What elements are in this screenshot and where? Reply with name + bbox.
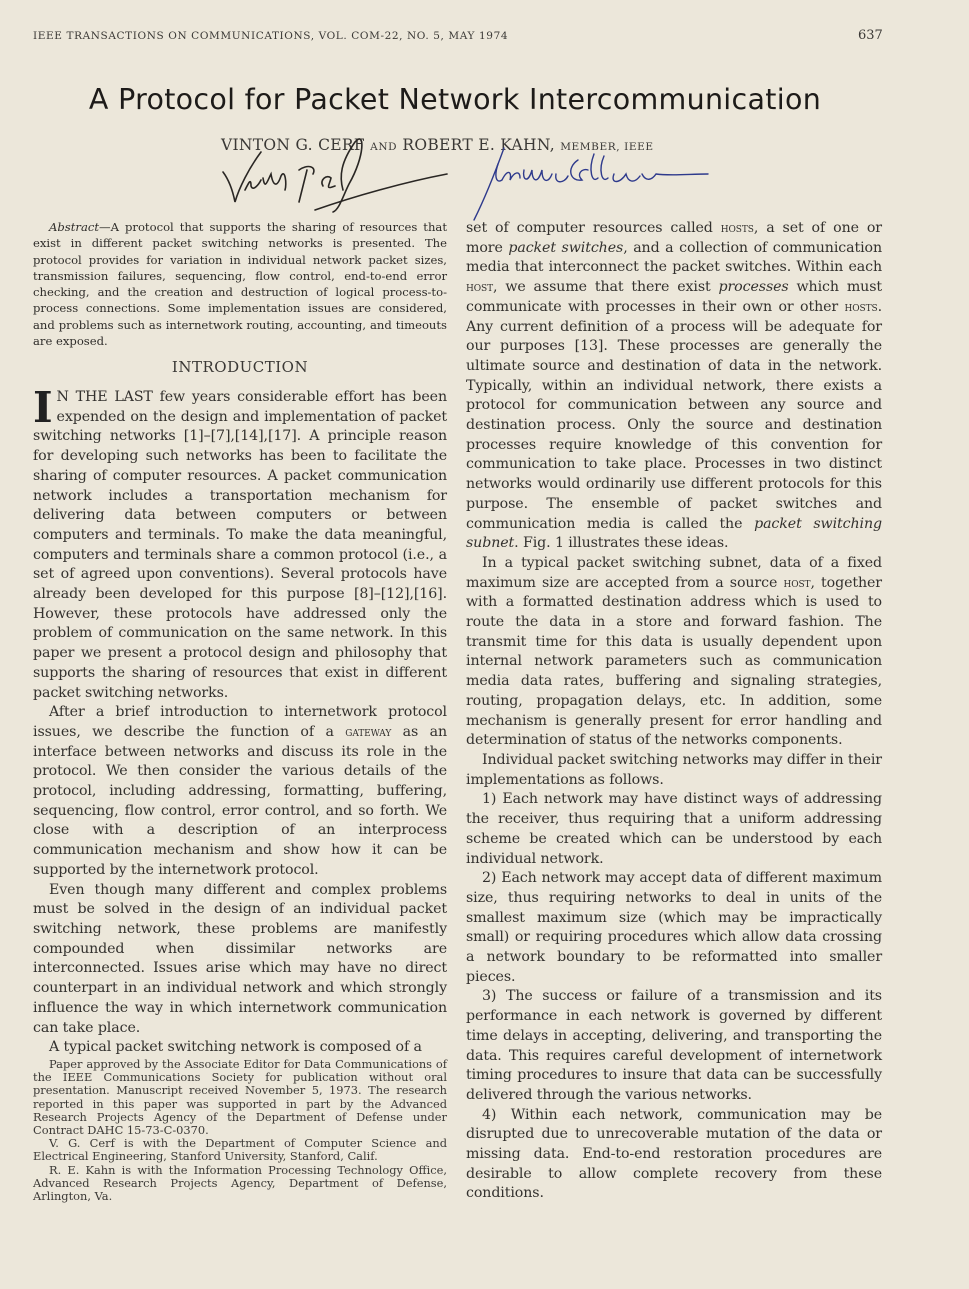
drop-cap: I (33, 383, 53, 432)
paragraph-text: as an interface between networks and discuss its role in the protocol. We then consider the various details of the protocol, including addressing, formatting, buffering, sequencing, flow control, error control, and so forth. We close with a description of an interprocess communication mechanism and show how it can be supported by the internetwork protocol. (33, 723, 447, 878)
right-column-body (466, 219, 882, 1204)
paragraph-text: After a brief introduction to internetwork protocol issues, we describe the function of a (33, 704, 447, 740)
paragraph: A typical packet switching network is composed of a (49, 1039, 422, 1056)
paragraph-text: few years considerable effort has been expended on the design and implementation of packet switching networks [1]–[7],[14],[17]. A principle reason for developing such networks has been to facilitate the sharing of computer resources. A packet communication network includes a transportation mechanism for delivering data between computers or between computers and terminals. To make the data meaningful, computers and terminals share a common protocol (i.e., a set of agreed upon conventions). Several protocols have already been developed for this purpose [8]–[12],[16]. However, these protocols have addressed only the problem of communication on the same network. In this paper we present a protocol design and philosophy that supports the sharing of resources that exist in different packet switching networks. (33, 389, 447, 701)
paragraph (33, 383, 447, 703)
term-host: host (783, 575, 811, 591)
paragraph-text: , a set of one or more (466, 220, 882, 256)
footnote-approval: Paper approved by the Associate Editor for Data Communications of the IEEE Communications Society for publication without oral presentation. Manuscript received November 5, 1973. The research reported in this paper was supported in part by the Advanced Research Projects Agency of the Department of Defense under Contract DAHC 15-73-C-0370. (33, 1057, 447, 1138)
paragraph: Individual packet switching networks may differ in their implementations as follows. (466, 751, 882, 788)
paragraph-text: , and a collection of communication media that interconnect the packet switches. Within each (466, 239, 882, 276)
paragraph-text: . Fig. 1 illustrates these ideas. (514, 535, 729, 552)
section-heading-introduction: INTRODUCTION (171, 358, 309, 376)
paragraph-text: . Any current definition of a process will be adequate for our purposes [13]. These processes are generally the ultimate source and destination of data in the network. Typically, within an individual network, there exists a protocol for communication between any source and destination process. Only the source and destination processes require knowledge of this convention for communication to take place. Processes in two distinct networks would ordinarily use different protocols for this purpose. The ensemble of packet switches and communication media is called the (466, 298, 882, 532)
abstract-label: Abstract— (49, 220, 111, 234)
page-number: 637 (858, 28, 883, 43)
term-hosts: hosts (720, 221, 754, 236)
introduction-body (33, 383, 447, 1058)
term-packet-switching-subnet: packet switching subnet (466, 515, 882, 552)
author-kahn: ROBERT E. KAHN, (402, 136, 555, 154)
list-item: 1) Each network may have distinct ways of addressing the receiver, thus requiring that a uniform addressing scheme be created which can be understood by each individual network. (466, 791, 882, 867)
author-affiliation: MEMBER, IEEE (560, 141, 654, 153)
term-packet-switches: packet switches (508, 239, 624, 256)
term-host: host (466, 280, 493, 296)
footnote-kahn: R. E. Kahn is with the Information Processing Technology Office, Advanced Research Projects Agency, Department of Defense, Arlington, Va. (33, 1162, 447, 1204)
list-item: 4) Within each network, communication may be disrupted due to unrecoverable mutation of the data or missing data. End-to-end restoration procedures are desirable to allow complete recovery from these conditions. (466, 1106, 882, 1202)
term-hosts: hosts (844, 299, 878, 315)
signature-kahn (470, 140, 720, 225)
paragraph-text: set of computer resources called (466, 220, 721, 236)
paragraph (466, 219, 882, 554)
paragraph (466, 554, 882, 751)
paragraph: Even though many different and complex problems must be solved in the design of an individual packet switching network, these problems are manifestly compounded when dissimilar networks are interconnected. Issues arise which may have no direct counterpart in an individual network and which strongly influence the way in which internetwork communication can take place. (33, 881, 447, 1036)
paragraph-text: , together with a formatted destination address which is used to route the data in a store and forward fashion. The transmit time for this data is usually dependent upon internal network parameters such as communication media data rates, buffering and signaling strategies, routing, propagation delays, etc. In addition, some mechanism is generally present for error handling and determination of status of the networks components. (466, 574, 882, 749)
term-gateway: gateway (345, 724, 392, 740)
paragraph-text: In a typical packet switching subnet, data of a fixed maximum size are accepted from a source (466, 554, 882, 591)
footnote-cerf: V. G. Cerf is with the Department of Computer Science and Electrical Engineering, Stanford University, Stanford, Calif. (33, 1136, 447, 1164)
paragraph-text: , we assume that there exist (493, 279, 719, 296)
abstract (33, 219, 447, 349)
lead-in: N THE LAST (56, 389, 153, 405)
author-cerf: VINTON G. CERF (221, 136, 365, 154)
author-conjunction: AND (370, 141, 398, 153)
running-head: IEEE TRANSACTIONS ON COMMUNICATIONS, VOL. COM-22, NO. 5, MAY 1974 (33, 30, 509, 42)
paragraph (33, 703, 447, 880)
signature-cerf (215, 130, 455, 215)
paper-title: A Protocol for Packet Network Intercommunication (88, 83, 822, 117)
term-processes: processes (718, 279, 789, 296)
paragraph-text: which must communicate with processes in their own or other (466, 279, 882, 315)
abstract-text: A protocol that supports the sharing of resources that exist in different packet switching networks is presented. The protocol provides for variation in individual network packet sizes, transmission failures, sequencing, flow control, end-to-end error checking, and the creation and destruction of logical process-to-process connections. Some implementation issues are considered, and problems such as internetwork routing, accounting, and timeouts are exposed. (33, 220, 447, 349)
footnotes (33, 1058, 447, 1203)
list-item: 2) Each network may accept data of different maximum size, thus requiring networks to deal in units of the smallest maximum size (which may be impractically small) or requiring procedures which allow data crossing a network boundary to be reformatted into smaller pieces. (466, 870, 882, 985)
list-item: 3) The success or failure of a transmission and its performance in each network is governed by different time delays in accepting, delivering, and transporting the data. This requires careful development of internetwork timing procedures to insure that data can be successfully delivered through the various networks. (466, 988, 882, 1103)
